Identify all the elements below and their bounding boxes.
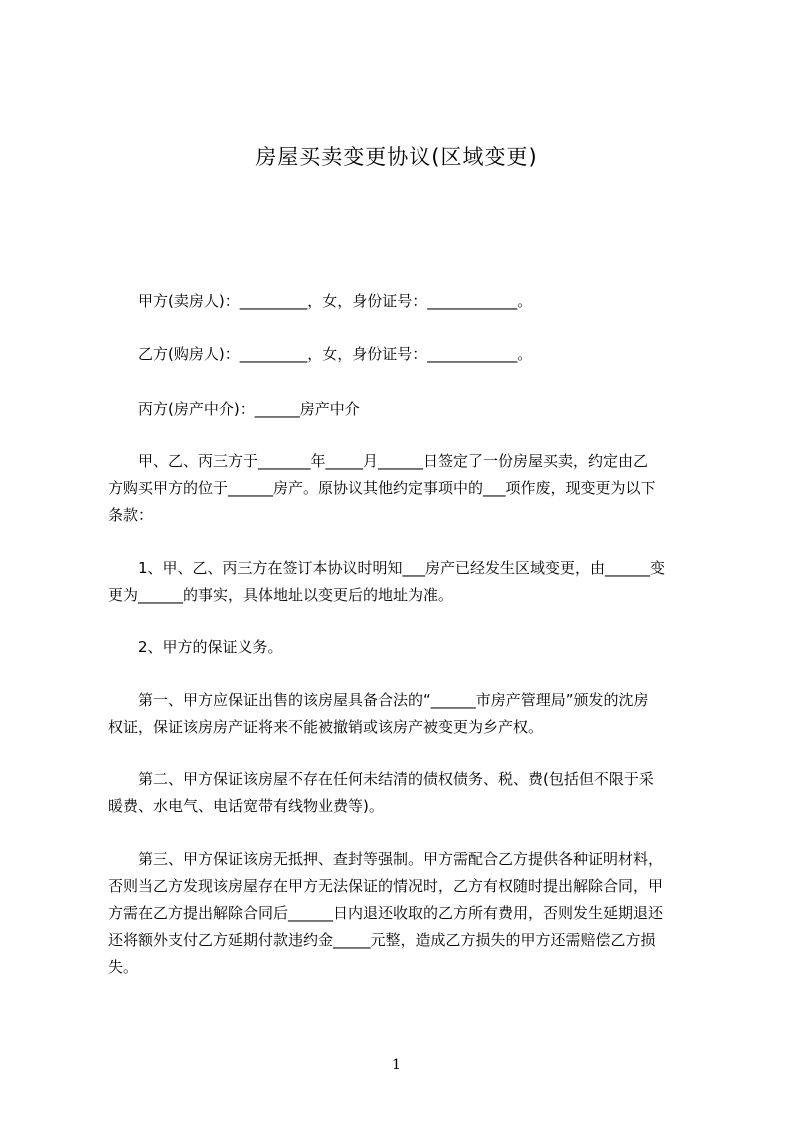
- item-3-line-2: 否则当乙方发现该房屋存在甲方无法保证的情况时，乙方有权随时提出解除合同，甲: [108, 877, 664, 895]
- item-3-line-5: 失。: [108, 958, 139, 976]
- intro-line-1: 甲、乙、丙三方于_______年_____月______日签定了一份房屋买卖，约定由乙: [138, 452, 649, 470]
- item-2-paragraph: [108, 766, 698, 820]
- item-3-line-3: 方需在乙方提出解除合同后______日内退还收取的乙方所有费用，否则发生延期退还: [108, 904, 664, 922]
- intro-line-2: 方购买甲方的位于______房产。原协议其他约定事项中的___项作废，现变更为以下: [108, 479, 656, 497]
- item-3-line-1: 第三、甲方保证该房无抵押、查封等强制。甲方需配合乙方提供各种证明材料，: [138, 850, 664, 868]
- item-2-line-1: 第二、甲方保证该房屋不存在任何未结清的债权债务、税、费(包括但不限于采: [138, 770, 654, 788]
- intro-line-3: 条款：: [108, 506, 154, 524]
- document-title: 房屋买卖变更协议(区域变更): [255, 145, 538, 169]
- item-3-line-4: 还将额外支付乙方延期付款违约金_____元整，造成乙方损失的甲方还需赔偿乙方损: [108, 931, 656, 949]
- clause-2-heading: 2、甲方的保证义务。: [138, 638, 283, 656]
- intro-paragraph: [108, 448, 698, 529]
- party-a-line: 甲方(卖房人)：_________，女，身份证号：____________。: [138, 292, 533, 310]
- item-1-paragraph: [108, 687, 698, 741]
- item-1-line-2: 权证，保证该房房产证将来不能被撤销或该房产被变更为乡产权。: [108, 718, 544, 736]
- party-c-line: 丙方(房产中介)：______房产中介: [138, 400, 360, 418]
- clause-1-line-1: 1、甲、乙、丙三方在签订本协议时明知___房产已经发生区域变更，由______变: [138, 559, 666, 577]
- party-b-line: 乙方(购房人)：_________，女，身份证号：____________。: [138, 345, 533, 363]
- clause-1-paragraph: [108, 555, 698, 609]
- page-number: 1: [392, 1057, 401, 1073]
- item-3-paragraph: [108, 846, 698, 981]
- item-1-line-1: 第一、甲方应保证出售的该房屋具备合法的“______市房产管理局”颁发的沈房: [138, 691, 649, 709]
- clause-1-line-2: 更为______的事实，具体地址以变更后的地址为准。: [108, 586, 454, 604]
- item-2-line-2: 暖费、水电气、电话宽带有线物业费等)。: [108, 797, 384, 815]
